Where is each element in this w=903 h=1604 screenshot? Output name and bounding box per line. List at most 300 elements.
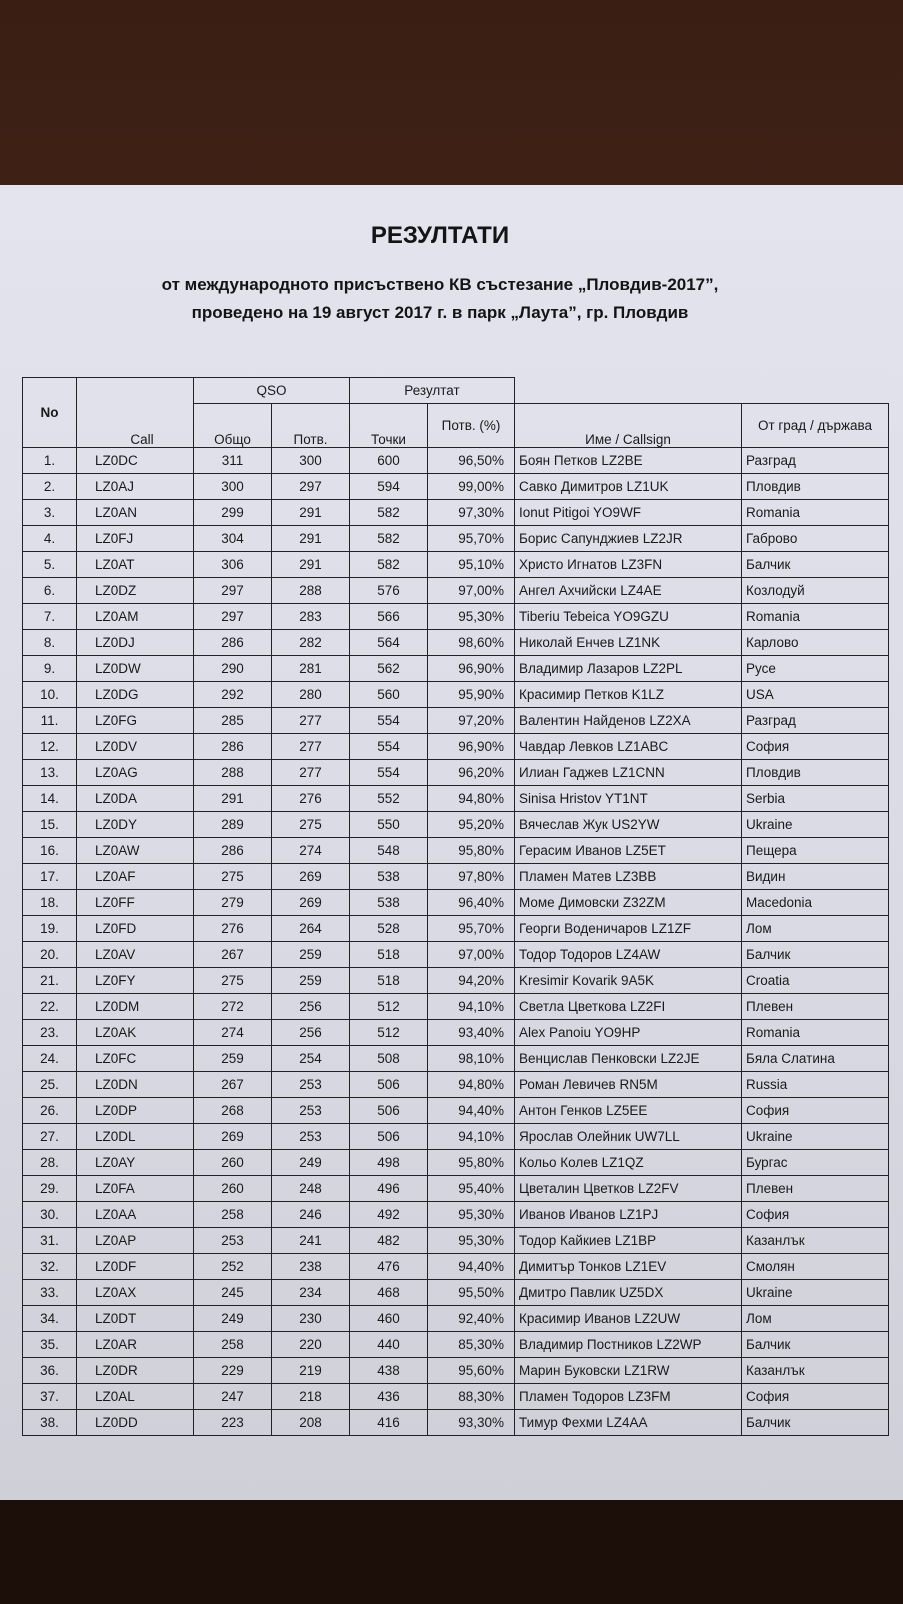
cell-callsign: LZ0DN <box>77 1072 194 1098</box>
cell-operator-name: Георги Воденичаров LZ1ZF <box>515 916 742 942</box>
cell-callsign: LZ0FD <box>77 916 194 942</box>
cell-rank: 27. <box>23 1124 77 1150</box>
table-row <box>23 812 889 838</box>
cell-confirmed-pct: 95,90% <box>428 682 515 708</box>
cell-qso-total: 279 <box>194 890 272 916</box>
cell-operator-name: Моме Димовски Z32ZM <box>515 890 742 916</box>
cell-rank: 15. <box>23 812 77 838</box>
cell-city: Габрово <box>742 526 889 552</box>
cell-city: Казанлък <box>742 1228 889 1254</box>
cell-confirmed-pct: 94,40% <box>428 1254 515 1280</box>
header-no: No <box>23 378 77 448</box>
cell-confirmed-pct: 93,40% <box>428 1020 515 1046</box>
cell-city: Разград <box>742 448 889 474</box>
cell-points: 582 <box>350 552 428 578</box>
cell-confirmed-pct: 94,10% <box>428 1124 515 1150</box>
cell-points: 468 <box>350 1280 428 1306</box>
cell-city: Бургас <box>742 1150 889 1176</box>
cell-qso-total: 300 <box>194 474 272 500</box>
cell-confirmed-pct: 97,00% <box>428 942 515 968</box>
table-row <box>23 708 889 734</box>
header-confirmed-pct: Потв. (%) <box>428 404 515 448</box>
cell-operator-name: Красимир Иванов LZ2UW <box>515 1306 742 1332</box>
cell-city: Балчик <box>742 1332 889 1358</box>
table-row <box>23 1150 889 1176</box>
cell-confirmed-pct: 95,30% <box>428 604 515 630</box>
cell-confirmed-pct: 95,60% <box>428 1358 515 1384</box>
cell-qso-total: 268 <box>194 1098 272 1124</box>
cell-callsign: LZ0AR <box>77 1332 194 1358</box>
cell-operator-name: Владимир Постников LZ2WP <box>515 1332 742 1358</box>
cell-operator-name: Цветалин Цветков LZ2FV <box>515 1176 742 1202</box>
cell-callsign: LZ0AP <box>77 1228 194 1254</box>
cell-confirmed-pct: 97,00% <box>428 578 515 604</box>
results-rows <box>23 448 889 1436</box>
cell-points: 528 <box>350 916 428 942</box>
table-row <box>23 838 889 864</box>
cell-qso-total: 275 <box>194 968 272 994</box>
cell-points: 512 <box>350 994 428 1020</box>
cell-callsign: LZ0DY <box>77 812 194 838</box>
cell-rank: 20. <box>23 942 77 968</box>
cell-city: Разград <box>742 708 889 734</box>
table-row <box>23 474 889 500</box>
cell-city: Бяла Слатина <box>742 1046 889 1072</box>
table-row <box>23 916 889 942</box>
cell-qso-confirmed: 275 <box>272 812 350 838</box>
cell-operator-name: Илиан Гаджев LZ1CNN <box>515 760 742 786</box>
cell-callsign: LZ0DV <box>77 734 194 760</box>
cell-qso-total: 297 <box>194 604 272 630</box>
cell-confirmed-pct: 94,20% <box>428 968 515 994</box>
cell-points: 550 <box>350 812 428 838</box>
cell-confirmed-pct: 97,30% <box>428 500 515 526</box>
cell-city: Балчик <box>742 552 889 578</box>
cell-qso-total: 299 <box>194 500 272 526</box>
cell-operator-name: Марин Буковски LZ1RW <box>515 1358 742 1384</box>
cell-rank: 6. <box>23 578 77 604</box>
cell-qso-total: 286 <box>194 838 272 864</box>
table-row <box>23 1384 889 1410</box>
cell-operator-name: Кольо Колев LZ1QZ <box>515 1150 742 1176</box>
cell-city: Балчик <box>742 942 889 968</box>
cell-rank: 21. <box>23 968 77 994</box>
table-row <box>23 1358 889 1384</box>
cell-operator-name: Христо Игнатов LZ3FN <box>515 552 742 578</box>
cell-qso-confirmed: 256 <box>272 994 350 1020</box>
cell-city: Пловдив <box>742 474 889 500</box>
cell-callsign: LZ0FG <box>77 708 194 734</box>
cell-points: 436 <box>350 1384 428 1410</box>
cell-callsign: LZ0DT <box>77 1306 194 1332</box>
cell-points: 440 <box>350 1332 428 1358</box>
table-row <box>23 682 889 708</box>
cell-points: 460 <box>350 1306 428 1332</box>
table-row <box>23 1332 889 1358</box>
table-row <box>23 1098 889 1124</box>
cell-callsign: LZ0DG <box>77 682 194 708</box>
cell-confirmed-pct: 95,20% <box>428 812 515 838</box>
cell-callsign: LZ0AT <box>77 552 194 578</box>
cell-operator-name: Тимур Фехми LZ4AA <box>515 1410 742 1436</box>
cell-qso-confirmed: 269 <box>272 890 350 916</box>
cell-points: 538 <box>350 890 428 916</box>
cell-points: 538 <box>350 864 428 890</box>
cell-qso-confirmed: 219 <box>272 1358 350 1384</box>
cell-city: Казанлък <box>742 1358 889 1384</box>
cell-city: София <box>742 1098 889 1124</box>
table-row <box>23 1176 889 1202</box>
cell-city: Romania <box>742 500 889 526</box>
cell-points: 576 <box>350 578 428 604</box>
cell-qso-total: 286 <box>194 734 272 760</box>
header-result: Резултат <box>350 378 515 404</box>
cell-operator-name: Ярослав Олейник UW7LL <box>515 1124 742 1150</box>
cell-operator-name: Kresimir Kovarik 9A5K <box>515 968 742 994</box>
cell-qso-confirmed: 291 <box>272 526 350 552</box>
results-table <box>22 377 889 1436</box>
cell-rank: 26. <box>23 1098 77 1124</box>
table-row <box>23 942 889 968</box>
cell-city: Лом <box>742 916 889 942</box>
cell-points: 552 <box>350 786 428 812</box>
cell-confirmed-pct: 95,30% <box>428 1202 515 1228</box>
cell-rank: 17. <box>23 864 77 890</box>
cell-rank: 36. <box>23 1358 77 1384</box>
table-row <box>23 890 889 916</box>
cell-points: 506 <box>350 1072 428 1098</box>
cell-confirmed-pct: 96,20% <box>428 760 515 786</box>
cell-qso-total: 288 <box>194 760 272 786</box>
cell-qso-confirmed: 274 <box>272 838 350 864</box>
cell-city: Русе <box>742 656 889 682</box>
cell-qso-total: 267 <box>194 1072 272 1098</box>
cell-qso-confirmed: 254 <box>272 1046 350 1072</box>
cell-qso-confirmed: 208 <box>272 1410 350 1436</box>
table-row <box>23 604 889 630</box>
cell-city: Лом <box>742 1306 889 1332</box>
cell-qso-confirmed: 256 <box>272 1020 350 1046</box>
cell-qso-confirmed: 238 <box>272 1254 350 1280</box>
cell-qso-total: 276 <box>194 916 272 942</box>
cell-qso-confirmed: 253 <box>272 1072 350 1098</box>
cell-callsign: LZ0AG <box>77 760 194 786</box>
cell-operator-name: Валентин Найденов LZ2XA <box>515 708 742 734</box>
cell-rank: 14. <box>23 786 77 812</box>
cell-points: 476 <box>350 1254 428 1280</box>
cell-qso-confirmed: 291 <box>272 552 350 578</box>
cell-rank: 12. <box>23 734 77 760</box>
cell-confirmed-pct: 94,80% <box>428 1072 515 1098</box>
cell-qso-total: 304 <box>194 526 272 552</box>
cell-callsign: LZ0AV <box>77 942 194 968</box>
cell-points: 548 <box>350 838 428 864</box>
cell-operator-name: Ionut Pitigoi YO9WF <box>515 500 742 526</box>
cell-city: Romania <box>742 1020 889 1046</box>
cell-city: София <box>742 734 889 760</box>
cell-points: 506 <box>350 1098 428 1124</box>
cell-operator-name: Роман Левичев RN5M <box>515 1072 742 1098</box>
cell-points: 564 <box>350 630 428 656</box>
cell-qso-total: 252 <box>194 1254 272 1280</box>
cell-qso-confirmed: 246 <box>272 1202 350 1228</box>
cell-qso-total: 258 <box>194 1202 272 1228</box>
cell-rank: 11. <box>23 708 77 734</box>
cell-operator-name: Tiberiu Tebeica YO9GZU <box>515 604 742 630</box>
cell-callsign: LZ0AM <box>77 604 194 630</box>
cell-qso-total: 275 <box>194 864 272 890</box>
header-call: Call <box>77 378 194 448</box>
cell-rank: 19. <box>23 916 77 942</box>
header-qso-total: Общо <box>194 404 272 448</box>
cell-callsign: LZ0FJ <box>77 526 194 552</box>
cell-rank: 37. <box>23 1384 77 1410</box>
table-row <box>23 630 889 656</box>
cell-rank: 33. <box>23 1280 77 1306</box>
cell-city: Смолян <box>742 1254 889 1280</box>
cell-operator-name: Тодор Тодоров LZ4AW <box>515 942 742 968</box>
table-row <box>23 1124 889 1150</box>
cell-rank: 34. <box>23 1306 77 1332</box>
cell-qso-total: 285 <box>194 708 272 734</box>
cell-qso-total: 290 <box>194 656 272 682</box>
header-points: Точки <box>350 404 428 448</box>
cell-city: Ukraine <box>742 1280 889 1306</box>
table-row <box>23 1020 889 1046</box>
cell-qso-total: 297 <box>194 578 272 604</box>
header-qso-confirmed: Потв. <box>272 404 350 448</box>
cell-qso-confirmed: 282 <box>272 630 350 656</box>
table-row <box>23 864 889 890</box>
cell-city: USA <box>742 682 889 708</box>
cell-operator-name: Венцислав Пенковски LZ2JE <box>515 1046 742 1072</box>
cell-callsign: LZ0FC <box>77 1046 194 1072</box>
cell-rank: 8. <box>23 630 77 656</box>
cell-points: 498 <box>350 1150 428 1176</box>
cell-qso-confirmed: 291 <box>272 500 350 526</box>
cell-points: 582 <box>350 500 428 526</box>
cell-qso-total: 249 <box>194 1306 272 1332</box>
cell-points: 582 <box>350 526 428 552</box>
cell-operator-name: Alex Panoiu YO9HP <box>515 1020 742 1046</box>
table-row <box>23 448 889 474</box>
cell-qso-confirmed: 288 <box>272 578 350 604</box>
cell-confirmed-pct: 98,60% <box>428 630 515 656</box>
cell-confirmed-pct: 97,80% <box>428 864 515 890</box>
cell-rank: 22. <box>23 994 77 1020</box>
cell-rank: 31. <box>23 1228 77 1254</box>
cell-callsign: LZ0DM <box>77 994 194 1020</box>
table-row <box>23 578 889 604</box>
cell-city: Козлодуй <box>742 578 889 604</box>
page-title: РЕЗУЛТАТИ <box>370 222 510 249</box>
table-row <box>23 552 889 578</box>
table-row <box>23 734 889 760</box>
cell-confirmed-pct: 95,50% <box>428 1280 515 1306</box>
cell-callsign: LZ0DL <box>77 1124 194 1150</box>
cell-qso-total: 269 <box>194 1124 272 1150</box>
cell-city: Croatia <box>742 968 889 994</box>
cell-qso-total: 259 <box>194 1046 272 1072</box>
cell-qso-confirmed: 269 <box>272 864 350 890</box>
cell-city: Плевен <box>742 994 889 1020</box>
cell-points: 416 <box>350 1410 428 1436</box>
cell-operator-name: Sinisa Hristov YT1NT <box>515 786 742 812</box>
cell-qso-confirmed: 300 <box>272 448 350 474</box>
cell-qso-confirmed: 248 <box>272 1176 350 1202</box>
cell-operator-name: Пламен Матев LZ3BB <box>515 864 742 890</box>
cell-points: 600 <box>350 448 428 474</box>
cell-qso-total: 223 <box>194 1410 272 1436</box>
cell-rank: 24. <box>23 1046 77 1072</box>
cell-city: Serbia <box>742 786 889 812</box>
cell-rank: 35. <box>23 1332 77 1358</box>
header-city: От град / държава <box>742 404 889 448</box>
cell-rank: 9. <box>23 656 77 682</box>
cell-qso-total: 260 <box>194 1150 272 1176</box>
cell-operator-name: Димитър Тонков LZ1EV <box>515 1254 742 1280</box>
cell-points: 508 <box>350 1046 428 1072</box>
cell-qso-confirmed: 241 <box>272 1228 350 1254</box>
cell-points: 562 <box>350 656 428 682</box>
cell-city: Видин <box>742 864 889 890</box>
cell-qso-total: 245 <box>194 1280 272 1306</box>
cell-confirmed-pct: 98,10% <box>428 1046 515 1072</box>
header-qso: QSO <box>194 378 350 404</box>
cell-operator-name: Герасим Иванов LZ5ET <box>515 838 742 864</box>
cell-callsign: LZ0AN <box>77 500 194 526</box>
cell-operator-name: Ангел Ахчийски LZ4AE <box>515 578 742 604</box>
cell-operator-name: Светла Цветкова LZ2FI <box>515 994 742 1020</box>
cell-points: 560 <box>350 682 428 708</box>
cell-qso-confirmed: 259 <box>272 942 350 968</box>
cell-points: 554 <box>350 760 428 786</box>
cell-callsign: LZ0DF <box>77 1254 194 1280</box>
cell-qso-total: 311 <box>194 448 272 474</box>
cell-rank: 28. <box>23 1150 77 1176</box>
cell-operator-name: Владимир Лазаров LZ2PL <box>515 656 742 682</box>
cell-confirmed-pct: 95,80% <box>428 1150 515 1176</box>
cell-qso-total: 289 <box>194 812 272 838</box>
cell-qso-confirmed: 297 <box>272 474 350 500</box>
table-row <box>23 786 889 812</box>
cell-confirmed-pct: 92,40% <box>428 1306 515 1332</box>
subtitle-line-1: от международното присъствено КВ състезание „Пловдив-2017”, <box>161 275 719 294</box>
cell-confirmed-pct: 95,70% <box>428 916 515 942</box>
table-row <box>23 760 889 786</box>
cell-operator-name: Савко Димитров LZ1UK <box>515 474 742 500</box>
cell-confirmed-pct: 96,90% <box>428 656 515 682</box>
cell-city: Ukraine <box>742 812 889 838</box>
cell-confirmed-pct: 96,50% <box>428 448 515 474</box>
cell-callsign: LZ0FF <box>77 890 194 916</box>
cell-city: София <box>742 1384 889 1410</box>
cell-qso-confirmed: 277 <box>272 708 350 734</box>
cell-city: София <box>742 1202 889 1228</box>
cell-city: Ukraine <box>742 1124 889 1150</box>
cell-callsign: LZ0DC <box>77 448 194 474</box>
cell-confirmed-pct: 95,80% <box>428 838 515 864</box>
cell-city: Russia <box>742 1072 889 1098</box>
cell-points: 438 <box>350 1358 428 1384</box>
cell-points: 554 <box>350 734 428 760</box>
cell-points: 496 <box>350 1176 428 1202</box>
cell-callsign: LZ0DP <box>77 1098 194 1124</box>
cell-points: 594 <box>350 474 428 500</box>
subtitle-line-2: проведено на 19 август 2017 г. в парк „Лаута”, гр. Пловдив <box>191 303 689 322</box>
table-row <box>23 1306 889 1332</box>
cell-points: 512 <box>350 1020 428 1046</box>
cell-qso-confirmed: 283 <box>272 604 350 630</box>
cell-confirmed-pct: 95,70% <box>428 526 515 552</box>
cell-qso-total: 286 <box>194 630 272 656</box>
cell-confirmed-pct: 96,90% <box>428 734 515 760</box>
cell-operator-name: Антон Генков LZ5EE <box>515 1098 742 1124</box>
cell-operator-name: Вячеслав Жук US2YW <box>515 812 742 838</box>
cell-qso-total: 291 <box>194 786 272 812</box>
cell-city: Балчик <box>742 1410 889 1436</box>
cell-confirmed-pct: 94,40% <box>428 1098 515 1124</box>
cell-city: Пловдив <box>742 760 889 786</box>
cell-qso-total: 229 <box>194 1358 272 1384</box>
cell-qso-total: 306 <box>194 552 272 578</box>
cell-qso-confirmed: 253 <box>272 1098 350 1124</box>
cell-callsign: LZ0FA <box>77 1176 194 1202</box>
cell-callsign: LZ0DZ <box>77 578 194 604</box>
table-row <box>23 1280 889 1306</box>
cell-rank: 3. <box>23 500 77 526</box>
cell-confirmed-pct: 95,10% <box>428 552 515 578</box>
header-name: Име / Callsign <box>515 404 742 448</box>
cell-qso-total: 274 <box>194 1020 272 1046</box>
cell-city: Macedonia <box>742 890 889 916</box>
cell-qso-total: 260 <box>194 1176 272 1202</box>
cell-confirmed-pct: 88,30% <box>428 1384 515 1410</box>
cell-city: Карлово <box>742 630 889 656</box>
cell-callsign: LZ0AF <box>77 864 194 890</box>
cell-confirmed-pct: 97,20% <box>428 708 515 734</box>
table-row <box>23 1046 889 1072</box>
cell-qso-confirmed: 234 <box>272 1280 350 1306</box>
cell-operator-name: Дмитро Павлик UZ5DX <box>515 1280 742 1306</box>
cell-rank: 1. <box>23 448 77 474</box>
cell-confirmed-pct: 95,40% <box>428 1176 515 1202</box>
cell-rank: 2. <box>23 474 77 500</box>
table-surface <box>0 1500 903 1604</box>
cell-confirmed-pct: 96,40% <box>428 890 515 916</box>
cell-rank: 23. <box>23 1020 77 1046</box>
cell-rank: 13. <box>23 760 77 786</box>
cell-rank: 5. <box>23 552 77 578</box>
cell-qso-confirmed: 218 <box>272 1384 350 1410</box>
cell-rank: 29. <box>23 1176 77 1202</box>
cell-qso-confirmed: 253 <box>272 1124 350 1150</box>
cell-qso-confirmed: 280 <box>272 682 350 708</box>
cell-confirmed-pct: 94,10% <box>428 994 515 1020</box>
cell-operator-name: Красимир Петков K1LZ <box>515 682 742 708</box>
cell-points: 566 <box>350 604 428 630</box>
cell-qso-confirmed: 230 <box>272 1306 350 1332</box>
cell-callsign: LZ0AJ <box>77 474 194 500</box>
cell-rank: 7. <box>23 604 77 630</box>
cell-qso-confirmed: 277 <box>272 760 350 786</box>
cell-qso-confirmed: 220 <box>272 1332 350 1358</box>
cell-operator-name: Чавдар Левков LZ1ABC <box>515 734 742 760</box>
cell-qso-confirmed: 259 <box>272 968 350 994</box>
cell-qso-total: 272 <box>194 994 272 1020</box>
cell-rank: 32. <box>23 1254 77 1280</box>
cell-callsign: LZ0DA <box>77 786 194 812</box>
